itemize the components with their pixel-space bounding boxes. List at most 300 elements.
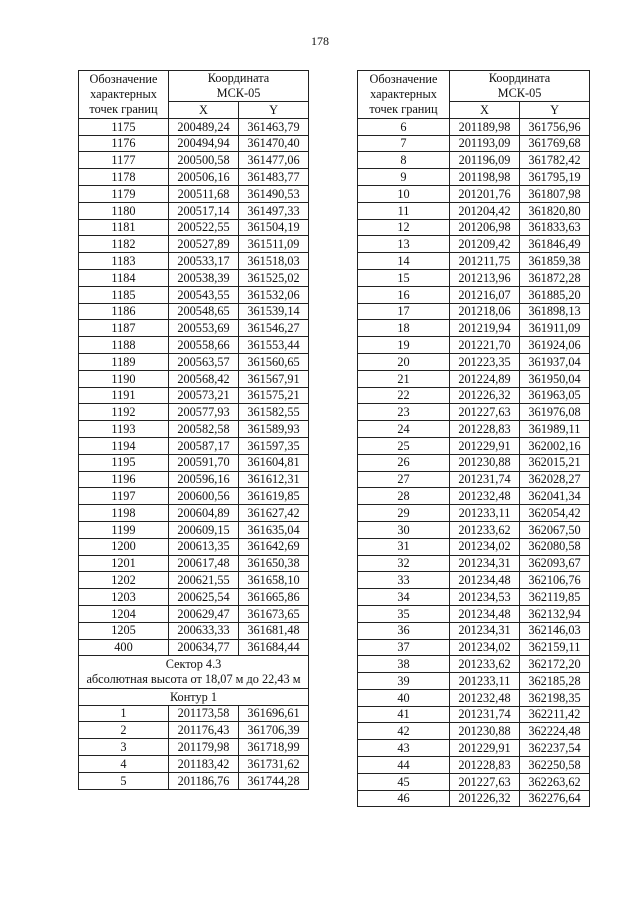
table-row <box>358 790 590 807</box>
table-row <box>79 353 309 370</box>
x-coordinate-cell: 200517,14 <box>169 202 239 219</box>
table-row <box>358 673 590 690</box>
point-number-cell: 1188 <box>79 337 169 354</box>
y-coordinate-cell: 361567,91 <box>239 370 309 387</box>
table-row <box>358 572 590 589</box>
x-coordinate-cell: 200494,94 <box>169 135 239 152</box>
x-coordinate-cell: 201232,48 <box>450 488 520 505</box>
table-row <box>79 337 309 354</box>
y-coordinate-cell: 362198,35 <box>520 689 590 706</box>
header-text: характерных <box>370 86 437 101</box>
point-number-cell: 4 <box>79 755 169 772</box>
y-coordinate-cell: 361718,99 <box>239 739 309 756</box>
table-row <box>79 152 309 169</box>
x-coordinate-cell: 201234,31 <box>450 555 520 572</box>
sector-heading-row <box>79 656 309 689</box>
y-coordinate-cell: 361597,35 <box>239 437 309 454</box>
point-number-cell: 16 <box>358 286 450 303</box>
point-number-cell: 9 <box>358 169 450 186</box>
y-coordinate-cell: 361963,05 <box>520 387 590 404</box>
point-number-cell: 42 <box>358 723 450 740</box>
table-row <box>79 739 309 756</box>
point-number-cell: 38 <box>358 656 450 673</box>
y-coordinate-cell: 361470,40 <box>239 135 309 152</box>
point-number-cell: 1195 <box>79 454 169 471</box>
x-coordinate-cell: 200600,56 <box>169 488 239 505</box>
y-coordinate-cell: 361525,02 <box>239 269 309 286</box>
point-number-cell: 13 <box>358 236 450 253</box>
sector-heading <box>79 656 309 689</box>
point-number-cell: 1201 <box>79 555 169 572</box>
y-coordinate-cell: 361924,06 <box>520 337 590 354</box>
table-row <box>358 353 590 370</box>
x-coordinate-cell: 201230,88 <box>450 723 520 740</box>
y-coordinate-cell: 361619,85 <box>239 488 309 505</box>
x-coordinate-cell: 201201,76 <box>450 185 520 202</box>
table-row <box>358 488 590 505</box>
y-coordinate-cell: 361604,81 <box>239 454 309 471</box>
table-row <box>79 521 309 538</box>
y-coordinate-cell: 362159,11 <box>520 639 590 656</box>
x-coordinate-cell: 201234,02 <box>450 538 520 555</box>
coordinate-column-header <box>450 71 590 102</box>
point-number-cell: 35 <box>358 605 450 622</box>
x-coordinate-cell: 201221,70 <box>450 337 520 354</box>
table-row <box>358 656 590 673</box>
y-coordinate-cell: 362146,03 <box>520 622 590 639</box>
x-coordinate-cell: 201234,53 <box>450 589 520 606</box>
x-coordinate-cell: 201224,89 <box>450 370 520 387</box>
x-coordinate-cell: 200604,89 <box>169 505 239 522</box>
point-number-cell: 1183 <box>79 253 169 270</box>
point-number-cell: 19 <box>358 337 450 354</box>
coordinates-table-left <box>78 70 309 790</box>
x-coordinate-cell: 201206,98 <box>450 219 520 236</box>
table-row <box>358 135 590 152</box>
x-coordinate-cell: 201233,62 <box>450 656 520 673</box>
table-row <box>358 269 590 286</box>
point-number-cell: 1176 <box>79 135 169 152</box>
y-coordinate-cell: 361756,96 <box>520 118 590 135</box>
y-coordinate-cell: 361706,39 <box>239 722 309 739</box>
point-number-cell: 44 <box>358 757 450 774</box>
table-row <box>79 605 309 622</box>
x-coordinate-cell: 200553,69 <box>169 320 239 337</box>
point-number-cell: 1175 <box>79 118 169 135</box>
point-number-cell: 1202 <box>79 572 169 589</box>
header-text: точек границ <box>369 101 438 116</box>
y-coordinate-cell: 361477,06 <box>239 152 309 169</box>
x-coordinate-cell: 201231,74 <box>450 706 520 723</box>
x-coordinate-cell: 201186,76 <box>169 772 239 789</box>
point-number-cell: 5 <box>79 772 169 789</box>
y-coordinate-cell: 361937,04 <box>520 353 590 370</box>
point-number-cell: 1190 <box>79 370 169 387</box>
x-coordinate-cell: 201198,98 <box>450 169 520 186</box>
y-coordinate-cell: 361582,55 <box>239 404 309 421</box>
table-row <box>79 772 309 789</box>
y-coordinate-cell: 361518,03 <box>239 253 309 270</box>
table-row <box>79 118 309 135</box>
y-coordinate-cell: 362276,64 <box>520 790 590 807</box>
y-coordinate-cell: 361696,61 <box>239 705 309 722</box>
header-text: Обозначение <box>89 71 158 86</box>
x-coordinate-cell: 200543,55 <box>169 286 239 303</box>
table-row <box>358 337 590 354</box>
point-number-cell: 20 <box>358 353 450 370</box>
table-row <box>79 722 309 739</box>
x-coordinate-cell: 201209,42 <box>450 236 520 253</box>
x-coordinate-cell: 200582,58 <box>169 421 239 438</box>
point-number-cell: 8 <box>358 152 450 169</box>
x-coordinate-cell: 200609,15 <box>169 521 239 538</box>
y-coordinate-cell: 361731,62 <box>239 755 309 772</box>
x-coordinate-cell: 201211,75 <box>450 253 520 270</box>
y-coordinate-cell: 361911,09 <box>520 320 590 337</box>
point-number-cell: 1187 <box>79 320 169 337</box>
y-coordinate-cell: 361989,11 <box>520 421 590 438</box>
table-row <box>79 185 309 202</box>
point-number-cell: 1205 <box>79 622 169 639</box>
header-text: точек границ <box>89 101 158 116</box>
y-coordinate-cell: 362002,16 <box>520 437 590 454</box>
table-row <box>358 370 590 387</box>
table-row <box>79 705 309 722</box>
y-coordinate-cell: 361642,69 <box>239 538 309 555</box>
x-coordinate-cell: 200527,89 <box>169 236 239 253</box>
x-coordinate-cell: 201234,02 <box>450 639 520 656</box>
x-column-header: X <box>169 102 239 119</box>
y-coordinate-cell: 362132,94 <box>520 605 590 622</box>
x-coordinate-cell: 200573,21 <box>169 387 239 404</box>
point-number-cell: 36 <box>358 622 450 639</box>
point-number-cell: 1177 <box>79 152 169 169</box>
x-coordinate-cell: 201213,96 <box>450 269 520 286</box>
y-coordinate-cell: 361846,49 <box>520 236 590 253</box>
y-coordinate-cell: 361859,38 <box>520 253 590 270</box>
point-number-cell: 1185 <box>79 286 169 303</box>
table-row <box>79 505 309 522</box>
table-row <box>358 723 590 740</box>
point-number-cell: 28 <box>358 488 450 505</box>
contour-heading: Контур 1 <box>79 688 309 705</box>
x-coordinate-cell: 201216,07 <box>450 286 520 303</box>
table-row <box>79 454 309 471</box>
point-number-cell: 3 <box>79 739 169 756</box>
table-row <box>79 269 309 286</box>
table-row <box>79 572 309 589</box>
x-coordinate-cell: 200621,55 <box>169 572 239 589</box>
y-coordinate-cell: 361650,38 <box>239 555 309 572</box>
y-coordinate-cell: 361782,42 <box>520 152 590 169</box>
y-coordinate-cell: 361833,63 <box>520 219 590 236</box>
x-coordinate-cell: 200629,47 <box>169 605 239 622</box>
y-coordinate-cell: 362172,20 <box>520 656 590 673</box>
point-number-cell: 25 <box>358 437 450 454</box>
y-coordinate-cell: 361658,10 <box>239 572 309 589</box>
y-column-header: Y <box>520 102 590 119</box>
x-coordinate-cell: 200533,17 <box>169 253 239 270</box>
point-column-header <box>358 71 450 119</box>
x-coordinate-cell: 201231,74 <box>450 471 520 488</box>
x-coordinate-cell: 200511,68 <box>169 185 239 202</box>
coordinate-column-header <box>169 71 309 102</box>
point-number-cell: 17 <box>358 303 450 320</box>
y-coordinate-cell: 362015,21 <box>520 454 590 471</box>
y-coordinate-cell: 361553,44 <box>239 337 309 354</box>
x-coordinate-cell: 200568,42 <box>169 370 239 387</box>
x-coordinate-cell: 200558,66 <box>169 337 239 354</box>
x-coordinate-cell: 201232,48 <box>450 689 520 706</box>
point-number-cell: 1179 <box>79 185 169 202</box>
table-row <box>358 303 590 320</box>
x-coordinate-cell: 201219,94 <box>450 320 520 337</box>
table-row <box>79 538 309 555</box>
y-coordinate-cell: 362237,54 <box>520 740 590 757</box>
point-number-cell: 23 <box>358 404 450 421</box>
point-number-cell: 1191 <box>79 387 169 404</box>
table-row <box>358 471 590 488</box>
header-text: Обозначение <box>369 71 438 86</box>
point-number-cell: 1178 <box>79 169 169 186</box>
point-number-cell: 39 <box>358 673 450 690</box>
point-number-cell: 1181 <box>79 219 169 236</box>
point-number-cell: 29 <box>358 505 450 522</box>
y-coordinate-cell: 361872,28 <box>520 269 590 286</box>
y-coordinate-cell: 362263,62 <box>520 773 590 790</box>
table-row <box>358 185 590 202</box>
y-coordinate-cell: 361575,21 <box>239 387 309 404</box>
y-coordinate-cell: 361560,65 <box>239 353 309 370</box>
y-coordinate-cell: 361490,53 <box>239 185 309 202</box>
y-coordinate-cell: 361612,31 <box>239 471 309 488</box>
table-row <box>358 286 590 303</box>
y-coordinate-cell: 361950,04 <box>520 370 590 387</box>
y-column-header: Y <box>239 102 309 119</box>
point-number-cell: 22 <box>358 387 450 404</box>
y-coordinate-cell: 362067,50 <box>520 521 590 538</box>
x-coordinate-cell: 200596,16 <box>169 471 239 488</box>
point-number-cell: 1189 <box>79 353 169 370</box>
y-coordinate-cell: 361885,20 <box>520 286 590 303</box>
header-text: характерных <box>90 86 157 101</box>
table-row <box>79 236 309 253</box>
table-row <box>358 622 590 639</box>
y-coordinate-cell: 361898,13 <box>520 303 590 320</box>
x-coordinate-cell: 201228,83 <box>450 421 520 438</box>
point-number-cell: 45 <box>358 773 450 790</box>
y-coordinate-cell: 361684,44 <box>239 639 309 656</box>
point-number-cell: 14 <box>358 253 450 270</box>
point-number-cell: 27 <box>358 471 450 488</box>
sector-heading-line: Сектор 4.3 <box>165 657 222 672</box>
x-coordinate-cell: 201218,06 <box>450 303 520 320</box>
x-coordinate-cell: 201223,35 <box>450 353 520 370</box>
point-number-cell: 6 <box>358 118 450 135</box>
y-coordinate-cell: 361635,04 <box>239 521 309 538</box>
table-row <box>358 521 590 538</box>
x-coordinate-cell: 200634,77 <box>169 639 239 656</box>
point-number-cell: 12 <box>358 219 450 236</box>
table-row <box>358 152 590 169</box>
point-number-cell: 34 <box>358 589 450 606</box>
x-coordinate-cell: 201173,58 <box>169 705 239 722</box>
point-number-cell: 2 <box>79 722 169 739</box>
point-number-cell: 11 <box>358 202 450 219</box>
table-row <box>358 505 590 522</box>
x-coordinate-cell: 201234,31 <box>450 622 520 639</box>
x-coordinate-cell: 201227,63 <box>450 773 520 790</box>
x-coordinate-cell: 200500,58 <box>169 152 239 169</box>
y-coordinate-cell: 361807,98 <box>520 185 590 202</box>
x-coordinate-cell: 201189,98 <box>450 118 520 135</box>
x-coordinate-cell: 201226,32 <box>450 790 520 807</box>
y-coordinate-cell: 361589,93 <box>239 421 309 438</box>
table-row <box>79 370 309 387</box>
point-column-header <box>79 71 169 119</box>
table-row <box>79 286 309 303</box>
table-row <box>358 706 590 723</box>
y-coordinate-cell: 362028,27 <box>520 471 590 488</box>
table-row <box>79 755 309 772</box>
x-coordinate-cell: 201229,91 <box>450 740 520 757</box>
point-number-cell: 37 <box>358 639 450 656</box>
x-coordinate-cell: 201234,48 <box>450 572 520 589</box>
x-coordinate-cell: 201233,62 <box>450 521 520 538</box>
point-number-cell: 43 <box>358 740 450 757</box>
point-number-cell: 32 <box>358 555 450 572</box>
point-number-cell: 1196 <box>79 471 169 488</box>
point-number-cell: 1186 <box>79 303 169 320</box>
coordinates-table-right <box>357 70 590 807</box>
x-coordinate-cell: 200577,93 <box>169 404 239 421</box>
table-row <box>358 538 590 555</box>
x-coordinate-cell: 200591,70 <box>169 454 239 471</box>
point-number-cell: 1204 <box>79 605 169 622</box>
header-text: МСК-05 <box>216 86 261 100</box>
point-number-cell: 1198 <box>79 505 169 522</box>
x-coordinate-cell: 201193,09 <box>450 135 520 152</box>
y-coordinate-cell: 361627,42 <box>239 505 309 522</box>
table-row <box>358 320 590 337</box>
x-coordinate-cell: 201196,09 <box>450 152 520 169</box>
x-coordinate-cell: 200617,48 <box>169 555 239 572</box>
point-number-cell: 7 <box>358 135 450 152</box>
y-coordinate-cell: 362093,67 <box>520 555 590 572</box>
header-text: МСК-05 <box>497 86 542 100</box>
y-coordinate-cell: 362250,58 <box>520 757 590 774</box>
x-coordinate-cell: 200563,57 <box>169 353 239 370</box>
table-row <box>79 303 309 320</box>
point-number-cell: 1194 <box>79 437 169 454</box>
table-row <box>358 437 590 454</box>
y-coordinate-cell: 362054,42 <box>520 505 590 522</box>
point-number-cell: 1180 <box>79 202 169 219</box>
point-number-cell: 21 <box>358 370 450 387</box>
point-number-cell: 46 <box>358 790 450 807</box>
table-row <box>358 118 590 135</box>
table-row <box>358 639 590 656</box>
table-row <box>79 471 309 488</box>
table-row <box>79 437 309 454</box>
x-coordinate-cell: 200613,35 <box>169 538 239 555</box>
x-coordinate-cell: 201233,11 <box>450 673 520 690</box>
point-number-cell: 33 <box>358 572 450 589</box>
point-number-cell: 24 <box>358 421 450 438</box>
x-coordinate-cell: 200506,16 <box>169 169 239 186</box>
table-row <box>79 404 309 421</box>
point-number-cell: 1182 <box>79 236 169 253</box>
table-row <box>79 219 309 236</box>
x-coordinate-cell: 201228,83 <box>450 757 520 774</box>
y-coordinate-cell: 361532,06 <box>239 286 309 303</box>
point-number-cell: 1193 <box>79 421 169 438</box>
y-coordinate-cell: 361497,33 <box>239 202 309 219</box>
table-row <box>358 387 590 404</box>
y-coordinate-cell: 361463,79 <box>239 118 309 135</box>
table-row <box>79 320 309 337</box>
x-column-header: X <box>450 102 520 119</box>
point-number-cell: 18 <box>358 320 450 337</box>
y-coordinate-cell: 361681,48 <box>239 622 309 639</box>
x-coordinate-cell: 201229,91 <box>450 437 520 454</box>
table-row <box>79 622 309 639</box>
page-number: 178 <box>311 34 329 48</box>
table-row <box>358 589 590 606</box>
table-row <box>358 773 590 790</box>
x-coordinate-cell: 201176,43 <box>169 722 239 739</box>
header-text: Координата <box>207 71 270 85</box>
point-number-cell: 1197 <box>79 488 169 505</box>
table-row <box>358 169 590 186</box>
point-number-cell: 10 <box>358 185 450 202</box>
point-number-cell: 1199 <box>79 521 169 538</box>
y-coordinate-cell: 362224,48 <box>520 723 590 740</box>
y-coordinate-cell: 362106,76 <box>520 572 590 589</box>
point-number-cell: 31 <box>358 538 450 555</box>
y-coordinate-cell: 361539,14 <box>239 303 309 320</box>
table-row <box>79 639 309 656</box>
table-row <box>79 202 309 219</box>
table-row <box>358 404 590 421</box>
x-coordinate-cell: 200625,54 <box>169 589 239 606</box>
y-coordinate-cell: 361673,65 <box>239 605 309 622</box>
table-row <box>79 488 309 505</box>
table-row <box>358 555 590 572</box>
sector-heading-line: абсолютная высота от 18,07 м до 22,43 м <box>86 672 301 687</box>
x-coordinate-cell: 200538,39 <box>169 269 239 286</box>
table-row <box>358 757 590 774</box>
table-row <box>358 689 590 706</box>
table-row <box>358 253 590 270</box>
point-number-cell: 1184 <box>79 269 169 286</box>
x-coordinate-cell: 201233,11 <box>450 505 520 522</box>
y-coordinate-cell: 361976,08 <box>520 404 590 421</box>
y-coordinate-cell: 361504,19 <box>239 219 309 236</box>
x-coordinate-cell: 200522,55 <box>169 219 239 236</box>
table-row <box>358 236 590 253</box>
table-row <box>79 387 309 404</box>
point-number-cell: 400 <box>79 639 169 656</box>
y-coordinate-cell: 361795,19 <box>520 169 590 186</box>
y-coordinate-cell: 362119,85 <box>520 589 590 606</box>
x-coordinate-cell: 200548,65 <box>169 303 239 320</box>
y-coordinate-cell: 362185,28 <box>520 673 590 690</box>
table-row <box>358 421 590 438</box>
point-number-cell: 1203 <box>79 589 169 606</box>
table-row <box>358 605 590 622</box>
table-row <box>358 454 590 471</box>
